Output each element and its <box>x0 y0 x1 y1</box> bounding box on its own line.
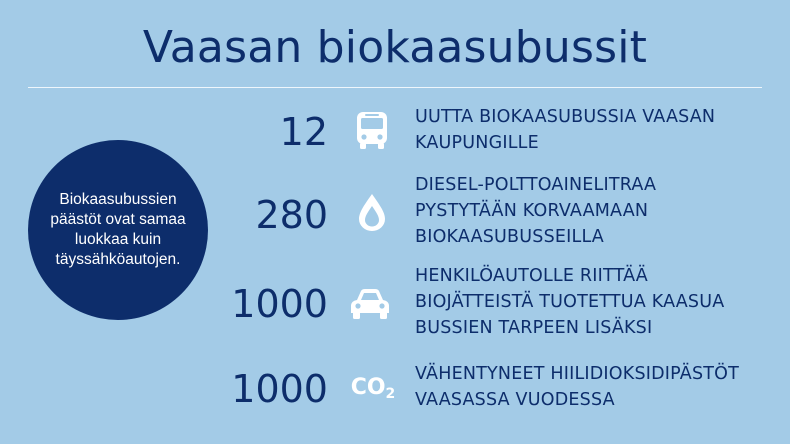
info-circle <box>28 140 208 320</box>
stat-number-co2: 1000 <box>231 367 328 411</box>
stat-desc-cars: HENKILÖAUTOLLE RIITTÄÄ BIOJÄTTEISTÄ TUOTETTUA KAASUA BUSSIEN TARPEEN LISÄKSI <box>415 266 725 338</box>
stat-desc-co2: VÄHENTYNEET HIILIDIOKSIDIPÄSTÖT VAASASSA VUODESSA <box>415 364 740 410</box>
page-title: Vaasan biokaasubussit <box>142 22 648 73</box>
bus-icon <box>352 110 392 150</box>
stat-desc-diesel: DIESEL-POLTTOAINELITRAA PYSTYTÄÄN KORVAAMAAN BIOKAASUBUSSEILLA <box>415 175 657 247</box>
car-icon <box>348 284 392 324</box>
co2-icon: $CO_2$ <box>350 374 396 402</box>
title-divider <box>28 87 762 88</box>
fuel-drop-icon <box>352 192 392 232</box>
stat-number-cars: 1000 <box>231 282 328 326</box>
stat-desc-buses: UUTTA BIOKAASUBUSSIA VAASAN KAUPUNGILLE <box>415 107 716 153</box>
info-circle-text: Biokaasubussien päästöt ovat samaa luokkaa kuin täyssähköautojen. <box>50 191 186 268</box>
stat-number-diesel: 280 <box>255 193 328 237</box>
stat-number-buses: 12 <box>279 110 328 154</box>
